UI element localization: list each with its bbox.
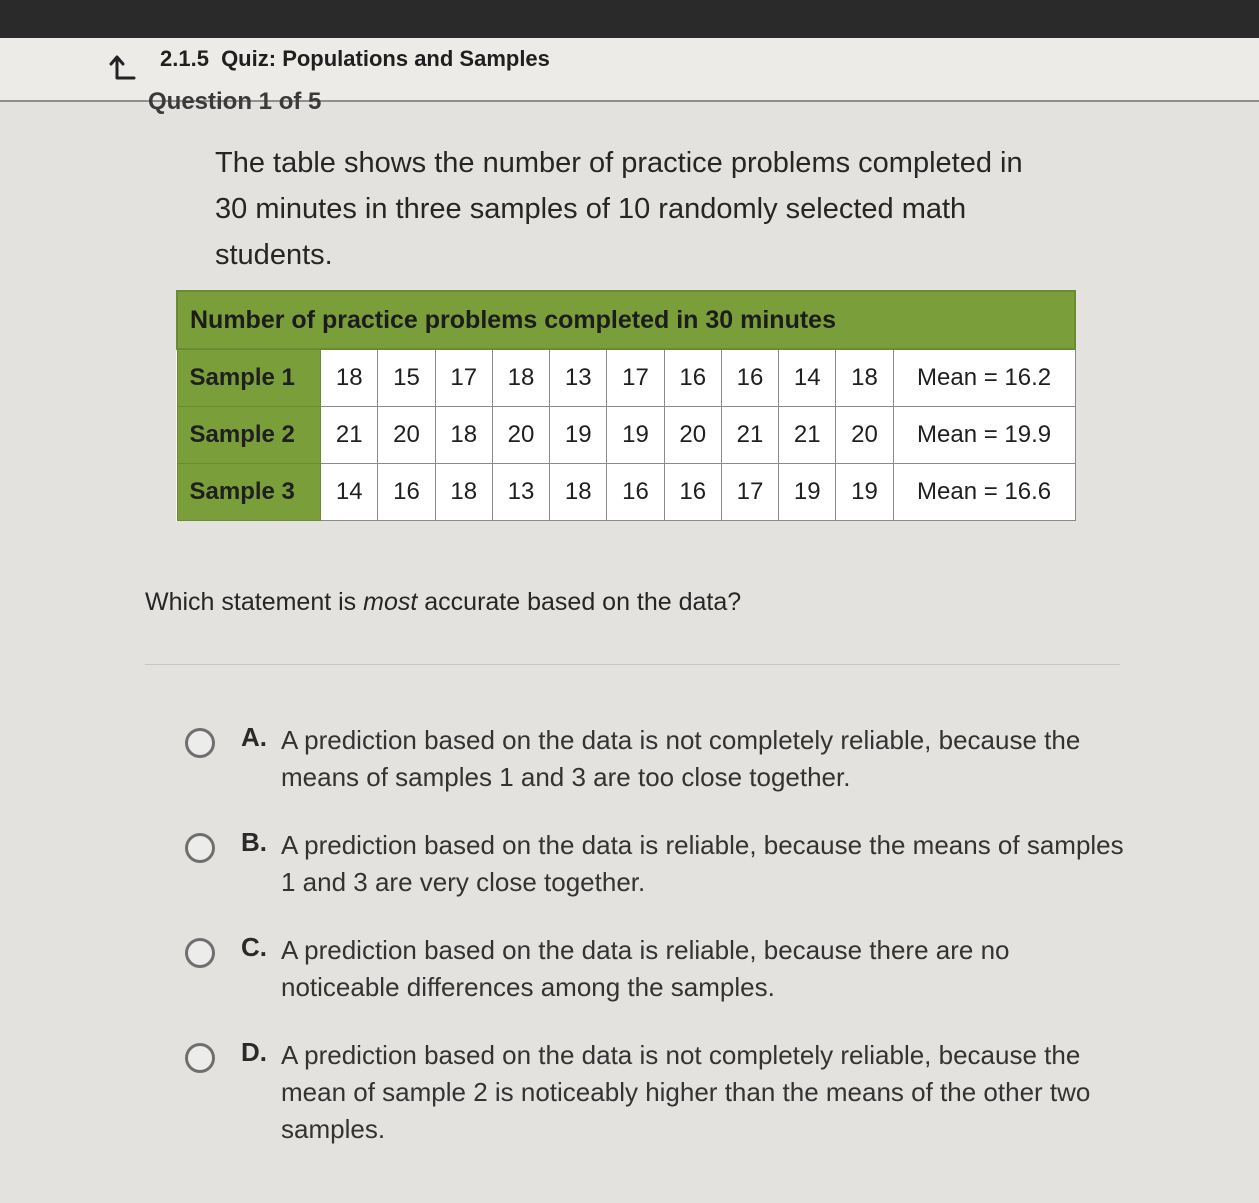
prompt-emphasis: most xyxy=(363,588,418,616)
choice-text: A prediction based on the data is not completely reliable, because the mean of sample 2 is noticeably higher than the means of the other two samples. xyxy=(281,1040,1091,1144)
table-cell: 19 xyxy=(836,464,893,521)
table-row xyxy=(177,464,1075,521)
table-cell: 20 xyxy=(836,407,893,464)
choice-text: A prediction based on the data is reliable, because the means of samples 1 and 3 are very close together. xyxy=(281,830,1124,897)
table-cell: 21 xyxy=(321,407,378,464)
question-prompt xyxy=(145,588,741,617)
table-cell: 14 xyxy=(779,349,836,407)
table-cell: 13 xyxy=(492,464,549,521)
radio-b[interactable] xyxy=(185,833,215,863)
question-counter: Question 1 of 5 xyxy=(148,88,322,115)
divider xyxy=(145,664,1120,665)
row-mean: Mean = 16.2 xyxy=(893,349,1075,407)
table-row xyxy=(177,349,1075,407)
table-cell: 17 xyxy=(721,464,778,521)
table-cell: 16 xyxy=(721,349,778,407)
row-mean: Mean = 19.9 xyxy=(893,407,1075,464)
table-row xyxy=(177,407,1075,464)
choice-letter: A. xyxy=(241,722,267,752)
choice-letter: D. xyxy=(241,1037,267,1067)
quiz-label: Quiz: xyxy=(221,46,277,71)
choice-text: A prediction based on the data is not completely reliable, because the means of samples 1 and 3 are too close together. xyxy=(281,725,1081,792)
table-cell: 18 xyxy=(435,464,492,521)
radio-a[interactable] xyxy=(185,728,215,758)
quiz-title xyxy=(160,46,550,72)
choice-letter: C. xyxy=(241,932,267,962)
question-intro: The table shows the number of practice problems completed in 30 minutes in three samples of 10 randomly selected math students. xyxy=(215,147,1023,271)
table-cell: 18 xyxy=(550,464,607,521)
table-cell: 21 xyxy=(721,407,778,464)
row-mean: Mean = 16.6 xyxy=(893,464,1075,521)
table-cell: 16 xyxy=(378,464,435,521)
table-cell: 17 xyxy=(607,349,664,407)
row-label: Sample 1 xyxy=(177,349,321,407)
quiz-number: 2.1.5 xyxy=(160,46,209,71)
quiz-name: Populations and Samples xyxy=(282,46,550,71)
table-cell: 16 xyxy=(664,464,721,521)
table-caption: Number of practice problems completed in 30 minutes xyxy=(177,291,1075,349)
table-cell: 16 xyxy=(664,349,721,407)
choice-letter: B. xyxy=(241,827,267,857)
table-cell: 19 xyxy=(550,407,607,464)
table-cell: 21 xyxy=(779,407,836,464)
back-arrow-icon[interactable] xyxy=(108,52,138,82)
table-cell: 20 xyxy=(664,407,721,464)
screen-top-edge xyxy=(0,0,1259,38)
table-cell: 20 xyxy=(378,407,435,464)
table-cell: 13 xyxy=(550,349,607,407)
table-cell: 18 xyxy=(435,407,492,464)
prompt-text-end: accurate based on the data? xyxy=(417,588,742,616)
choice-text: A prediction based on the data is reliable, because there are no noticeable differences among the samples. xyxy=(281,935,1010,1002)
table-cell: 17 xyxy=(435,349,492,407)
table-cell: 14 xyxy=(321,464,378,521)
table-cell: 18 xyxy=(492,349,549,407)
radio-c[interactable] xyxy=(185,938,215,968)
table-cell: 20 xyxy=(492,407,549,464)
table-cell: 18 xyxy=(321,349,378,407)
row-label: Sample 2 xyxy=(177,407,321,464)
table-cell: 19 xyxy=(779,464,836,521)
table-cell: 18 xyxy=(836,349,893,407)
table-cell: 19 xyxy=(607,407,664,464)
table-cell: 16 xyxy=(607,464,664,521)
row-label: Sample 3 xyxy=(177,464,321,521)
table-cell: 15 xyxy=(378,349,435,407)
data-table xyxy=(176,290,1076,521)
prompt-text: Which statement is xyxy=(145,588,364,616)
radio-d[interactable] xyxy=(185,1043,215,1073)
